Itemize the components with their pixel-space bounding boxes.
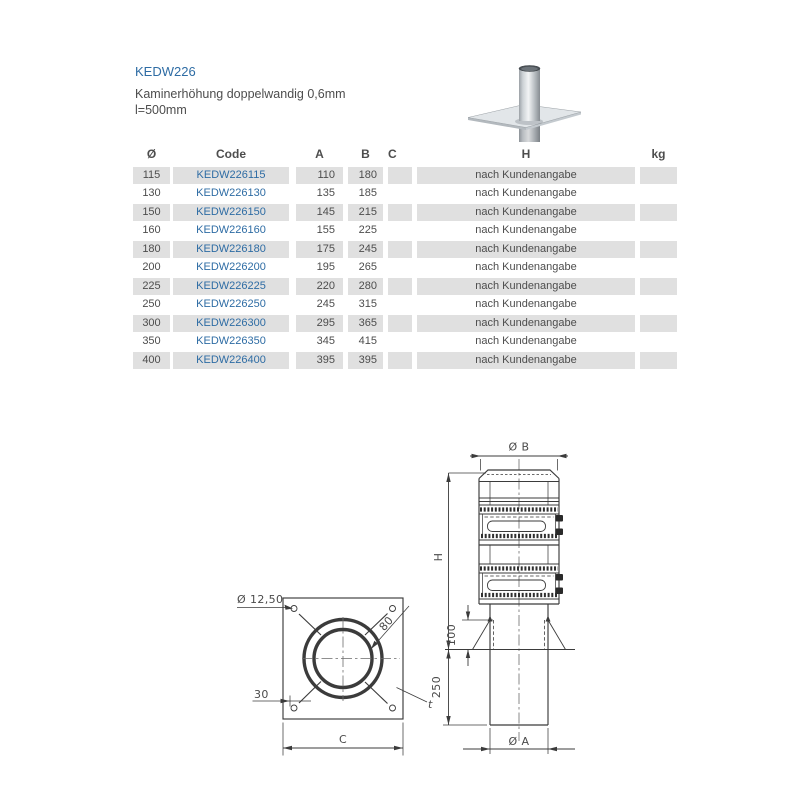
spec-table	[133, 144, 677, 369]
cell-kg	[640, 167, 677, 184]
front-below-length-label: 250	[430, 675, 443, 699]
clamp-band-1	[479, 505, 563, 545]
cell-c	[388, 241, 412, 258]
cell-b: 315	[358, 298, 377, 310]
product-title-link[interactable]: KEDW226	[135, 64, 196, 79]
header-h: H	[521, 147, 531, 161]
cell-diameter: 300	[133, 315, 170, 332]
spec-table-header	[133, 144, 677, 165]
cell-b: 265	[358, 261, 377, 273]
cell-b: 225	[358, 224, 377, 236]
table-row	[133, 222, 677, 239]
cell-kg	[640, 278, 677, 295]
cell-kg	[640, 204, 677, 221]
cell-a: 155	[316, 224, 335, 236]
cell-h: nach Kundenangabe	[475, 261, 577, 273]
cell-kg	[640, 259, 677, 276]
table-row	[133, 333, 677, 350]
cell-diameter: 225	[133, 278, 170, 295]
cell-a: 395	[296, 352, 343, 369]
cell-b: 245	[348, 241, 383, 258]
cell-c	[388, 333, 412, 350]
table-row	[133, 352, 677, 369]
cell-code-link[interactable]: KEDW226180	[173, 241, 289, 258]
cell-code-link[interactable]: KEDW226115	[173, 167, 289, 184]
product-header	[135, 64, 346, 118]
cell-kg	[640, 185, 677, 202]
cell-diameter: 250	[142, 298, 161, 310]
cell-kg	[640, 315, 677, 332]
header-a: A	[315, 147, 324, 161]
cell-c	[388, 315, 412, 332]
header-c: C	[388, 147, 397, 161]
cell-a: 110	[296, 167, 343, 184]
table-row	[133, 296, 677, 313]
front-top-dia-label: Ø B	[508, 440, 530, 454]
cell-c	[388, 296, 412, 313]
front-view-drawing	[430, 441, 575, 755]
front-height-label: H	[432, 552, 445, 562]
cell-a: 295	[296, 315, 343, 332]
cell-diameter: 160	[142, 224, 161, 236]
cell-a: 195	[316, 261, 335, 273]
cell-c	[388, 352, 412, 369]
cell-h: nach Kundenangabe	[475, 224, 577, 236]
plan-width-label: C	[338, 733, 348, 746]
clamp-band-2	[479, 564, 563, 604]
cell-diameter: 400	[133, 352, 170, 369]
cell-code-link[interactable]: KEDW226350	[196, 335, 266, 347]
plan-diag-dim-label: 80	[376, 613, 397, 634]
cell-h: nach Kundenangabe	[475, 187, 577, 199]
cell-a: 220	[296, 278, 343, 295]
cell-a: 245	[316, 298, 335, 310]
cell-b: 415	[358, 335, 377, 347]
cell-b: 185	[358, 187, 377, 199]
cell-c	[388, 167, 412, 184]
cell-diameter: 180	[133, 241, 170, 258]
plan-view-drawing	[237, 593, 433, 756]
header-b: B	[361, 147, 370, 161]
cell-code-link[interactable]: KEDW226160	[196, 224, 266, 236]
table-row	[133, 259, 677, 276]
cell-c	[388, 222, 412, 239]
table-row	[133, 185, 677, 202]
cell-code-link[interactable]: KEDW226130	[196, 187, 266, 199]
cell-b: 280	[348, 278, 383, 295]
cell-h: nach Kundenangabe	[417, 315, 635, 332]
table-row	[133, 241, 677, 258]
product-subtitle-line2: l=500mm	[135, 103, 187, 117]
cell-code-link[interactable]: KEDW226400	[173, 352, 289, 369]
cell-h: nach Kundenangabe	[417, 278, 635, 295]
cell-diameter: 150	[133, 204, 170, 221]
cell-kg	[640, 333, 677, 350]
cell-h: nach Kundenangabe	[417, 204, 635, 221]
table-row	[133, 167, 677, 184]
cell-b: 215	[348, 204, 383, 221]
cell-h: nach Kundenangabe	[475, 298, 577, 310]
spec-table-body	[133, 167, 677, 369]
cell-c	[388, 278, 412, 295]
cell-h: nach Kundenangabe	[417, 352, 635, 369]
cell-c	[388, 204, 412, 221]
product-subtitle-line1: Kaminerhöhung doppelwandig 0,6mm	[135, 87, 346, 101]
cell-h: nach Kundenangabe	[417, 167, 635, 184]
plan-edge-offset-label: 30	[254, 688, 269, 701]
table-row	[133, 315, 677, 332]
cell-kg	[640, 296, 677, 313]
cell-diameter: 115	[133, 167, 170, 184]
cell-code-link[interactable]: KEDW226300	[173, 315, 289, 332]
cell-b: 365	[348, 315, 383, 332]
cell-b: 180	[348, 167, 383, 184]
cell-kg	[640, 222, 677, 239]
cell-code-link[interactable]: KEDW226150	[173, 204, 289, 221]
cell-diameter: 200	[142, 261, 161, 273]
cell-diameter: 130	[142, 187, 161, 199]
cell-code-link[interactable]: KEDW226250	[196, 298, 266, 310]
cell-code-link[interactable]: KEDW226200	[196, 261, 266, 273]
cell-h: nach Kundenangabe	[475, 335, 577, 347]
header-diameter: Ø	[146, 147, 157, 161]
cell-a: 345	[316, 335, 335, 347]
cell-h: nach Kundenangabe	[417, 241, 635, 258]
header-kg: kg	[651, 147, 666, 161]
cell-a: 175	[296, 241, 343, 258]
plan-hole-dia-label: Ø 12,50	[237, 593, 284, 606]
cell-diameter: 350	[142, 335, 161, 347]
cell-c	[388, 185, 412, 202]
product-photo	[450, 52, 620, 147]
cell-a: 135	[316, 187, 335, 199]
cell-c	[388, 259, 412, 276]
cell-kg	[640, 241, 677, 258]
front-gusset-height-label: 100	[445, 623, 458, 647]
cell-code-link[interactable]: KEDW226225	[173, 278, 289, 295]
cell-a: 145	[296, 204, 343, 221]
cell-b: 395	[348, 352, 383, 369]
header-code: Code	[216, 147, 246, 161]
technical-drawing	[218, 418, 642, 786]
front-bottom-dia-label: Ø A	[508, 735, 530, 748]
cell-kg	[640, 352, 677, 369]
table-row	[133, 204, 677, 221]
plan-thickness-label: t	[428, 698, 433, 711]
table-row	[133, 278, 677, 295]
